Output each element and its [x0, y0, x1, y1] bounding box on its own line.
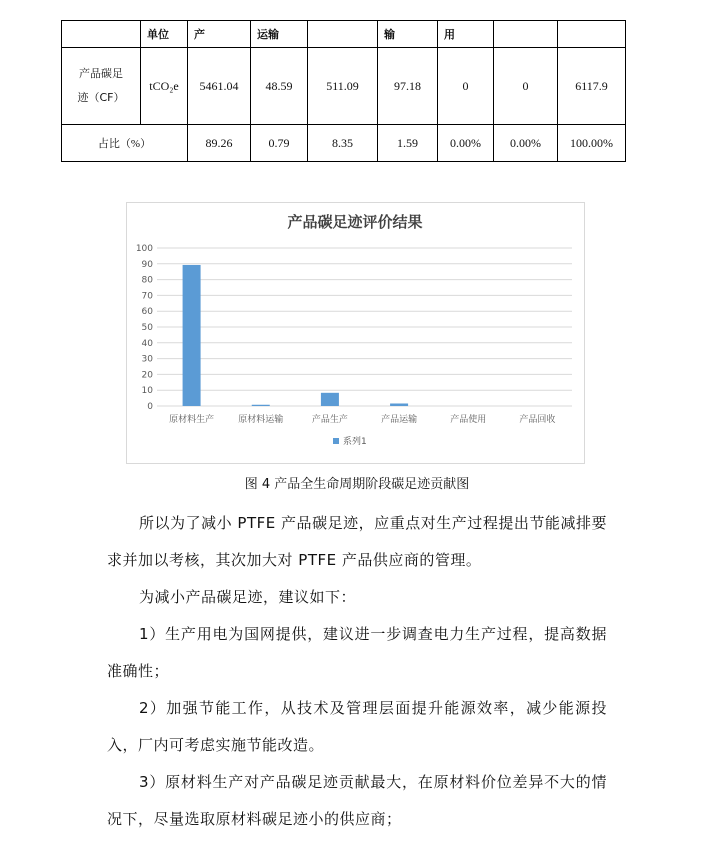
carbon-footprint-table — [61, 20, 626, 162]
header-cell: 用 — [438, 21, 494, 48]
legend-swatch — [333, 438, 339, 444]
y-tick-label: 60 — [141, 307, 153, 318]
x-tick-label: 产品运输 — [381, 415, 418, 425]
y-tick-label: 0 — [147, 402, 153, 412]
x-tick-label: 原材料生产 — [169, 415, 215, 425]
bar — [252, 405, 270, 406]
x-tick-label: 产品使用 — [450, 415, 487, 425]
legend-label: 系列1 — [343, 437, 367, 447]
table-cell: 511.09 — [308, 48, 378, 125]
y-tick-label: 90 — [141, 259, 153, 270]
y-tick-label: 80 — [141, 275, 153, 286]
x-tick-label: 原材料运输 — [238, 415, 284, 425]
table-cell: 8.35 — [308, 125, 378, 162]
paragraph: 所以为了减小 PTFE 产品碳足迹，应重点对生产过程提出节能减排要求并加以考核，其次加大对 PTFE 产品供应商的管理。 — [107, 514, 607, 569]
unit-cell: tCO₂e — [141, 48, 188, 125]
table-cell: 5461.04 — [188, 48, 251, 125]
header-cell — [558, 21, 626, 48]
bar — [390, 403, 408, 406]
y-tick-label: 20 — [141, 370, 153, 381]
table-cell: 89.26 — [188, 125, 251, 162]
table-row-cf — [62, 48, 626, 125]
table-cell: 97.18 — [378, 48, 438, 125]
chart-svg — [127, 203, 584, 463]
y-tick-label: 40 — [141, 338, 153, 349]
y-tick-label: 30 — [141, 354, 153, 365]
body-text — [107, 505, 607, 838]
x-tick-label: 产品生产 — [311, 415, 348, 425]
y-tick-label: 50 — [141, 323, 153, 333]
table-header-row — [62, 21, 626, 48]
y-tick-label: 10 — [141, 386, 153, 397]
bar-chart — [126, 202, 585, 464]
table-cell: 1.59 — [378, 125, 438, 162]
table-cell: 0.00% — [438, 125, 494, 162]
paragraph: 3）原材料生产对产品碳足迹贡献最大，在原材料价位差异不大的情况下，尽量选取原材料碳足迹小的供应商； — [107, 773, 607, 828]
figure-caption: 图 4 产品全生命周期阶段碳足迹贡献图 — [244, 477, 470, 492]
cf-label-line2: 迹（CF） — [77, 91, 125, 104]
bar — [183, 265, 201, 406]
header-cell — [494, 21, 558, 48]
table-row-percent — [62, 125, 626, 162]
table-cell: 100.00% — [558, 125, 626, 162]
table-cell: 6117.9 — [558, 48, 626, 125]
table-cell: 0 — [438, 48, 494, 125]
header-cell: 运输 — [251, 21, 308, 48]
chart-title: 产品碳足迹评价结果 — [287, 213, 423, 231]
header-cell: 输 — [378, 21, 438, 48]
cf-label-line1: 产品碳足 — [79, 67, 123, 80]
table-cell: 0.00% — [494, 125, 558, 162]
cf-label-cell — [62, 48, 141, 125]
bar — [321, 393, 339, 406]
pct-label-cell: 占比（%） — [62, 125, 188, 162]
table-cell: 0.79 — [251, 125, 308, 162]
header-cell: 单位 — [141, 21, 188, 48]
x-tick-label: 产品回收 — [519, 415, 556, 425]
y-tick-label: 70 — [141, 291, 153, 302]
paragraph: 为减小产品碳足迹，建议如下： — [139, 588, 357, 606]
y-tick-label: 100 — [135, 244, 153, 254]
paragraph: 2）加强节能工作，从技术及管理层面提升能源效率，减少能源投入，厂内可考虑实施节能改造。 — [107, 699, 607, 754]
header-cell: 产 — [188, 21, 251, 48]
paragraph: 1）生产用电为国网提供，建议进一步调查电力生产过程，提高数据准确性； — [107, 625, 607, 680]
table-cell: 48.59 — [251, 48, 308, 125]
header-cell — [62, 21, 141, 48]
header-cell — [308, 21, 378, 48]
table-cell: 0 — [494, 48, 558, 125]
